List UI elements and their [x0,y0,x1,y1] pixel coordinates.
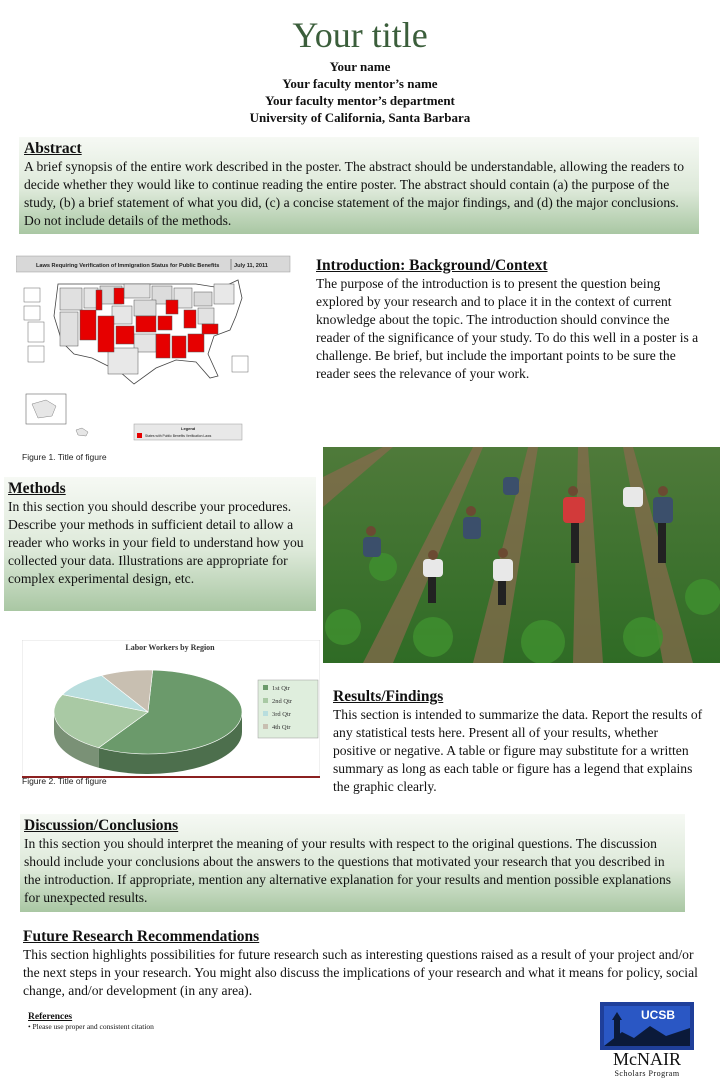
logo-ucsb: UCSB [640,1008,676,1022]
author-block [0,58,720,126]
mentor-department: Your faculty mentor’s department [265,93,455,108]
references-section [28,1012,328,1031]
legend-label: 2nd Qtr [272,698,293,705]
chart-title: Labor Workers by Region [125,643,215,652]
introduction-heading: Introduction: Background/Context [316,257,548,274]
introduction-section [316,257,701,383]
figure2-caption: Figure 2. Title of figure [22,776,107,786]
logo-mcnair: McNAIR [613,1049,681,1069]
figure1-caption: Figure 1. Title of figure [22,452,107,462]
university: University of California, Santa Barbara [249,110,471,125]
mentor-name: Your faculty mentor’s name [282,76,438,91]
abstract-section [19,137,699,234]
abstract-body: A brief synopsis of the entire work described in the poster. The abstract should be understandable, allowing the readers to decide whether they would like to continue reading the entire poster. The abstract should contain (a) the purpose of the study, (b) a brief statement of what you did, (c) a concise statement of the major findings, and (d) the major conclusions. Do not include details of the methods. [24,159,684,228]
discussion-body: In this section you should interpret the meaning of your results with respect to the original questions. The discussion should include your conclusions about the answers to the questions that motivated your research that you described in the introduction. If appropriate, mention any alternative explanation for your results and mention possible explanations for unexpected results. [24,836,672,905]
legend-swatch [263,711,268,716]
legend-label: 3rd Qtr [272,711,291,718]
legend-label: 4th Qtr [272,724,291,731]
abstract-heading: Abstract [24,140,82,157]
discussion-heading: Discussion/Conclusions [24,817,179,834]
results-body: This section is intended to summarize the data. Report the results of any statistical tests here. Present all of your results, whether positive or negative. A table or figure may substitute for a written summary as long as each table or figure has a legend that explains the graphic clearly. [333,707,703,794]
pie-chart [22,640,320,778]
references-heading: References [28,1012,73,1022]
methods-body: In this section you should describe your procedures. Describe your methods in sufficient detail to allow a reader who works in your field to understand how you collected your data. Illustrations are appropriate for complex experimental design, etc. [8,499,304,586]
discussion-section [20,814,685,912]
logo-scholars: Scholars Program [614,1069,680,1078]
figure2-chart [22,640,320,778]
legend-swatch [263,698,268,703]
legend-swatch [263,685,268,690]
ucsb-mcnair-logo-graphic [600,1002,698,1078]
map-legend-title: Legend [181,426,196,431]
figure1-map [16,254,292,442]
author-name: Your name [329,59,391,74]
field-illustration [323,447,720,663]
future-body: This section highlights possibilities for future research such as interesting questions raised as a result of your project and/or the next steps in your research. You might also discuss the implications of your research and what it means for policy, social change, and/or development (in any area). [23,947,698,998]
future-research-section [23,928,703,1000]
farmworkers-photo [323,447,720,663]
reference-item: • Please use proper and consistent citation [28,1022,154,1031]
results-section [333,688,703,796]
introduction-body: The purpose of the introduction is to present the question being explored by your research and to place it in the context of current knowledge about the topic. The introduction should convince the reader of the significance of your study. To do this well in a poster is a challenge. Be brief, but include the important points to be sure the reader sees the relevance of your work. [316,276,699,381]
poster-title: Your title [292,15,428,55]
methods-heading: Methods [8,480,66,497]
future-heading: Future Research Recommendations [23,928,260,945]
legend-swatch [263,724,268,729]
us-map-graphic [16,254,292,442]
map-date: July 11, 2011 [234,263,268,269]
map-legend-item: States with Public Benefits Verification Laws [145,434,212,438]
results-heading: Results/Findings [333,688,444,705]
methods-section [4,477,316,611]
mcnair-logo [600,1002,698,1078]
map-title: Laws Requiring Verification of Immigration Status for Public Benefits [36,263,220,269]
legend-label: 1st Qtr [272,685,290,692]
